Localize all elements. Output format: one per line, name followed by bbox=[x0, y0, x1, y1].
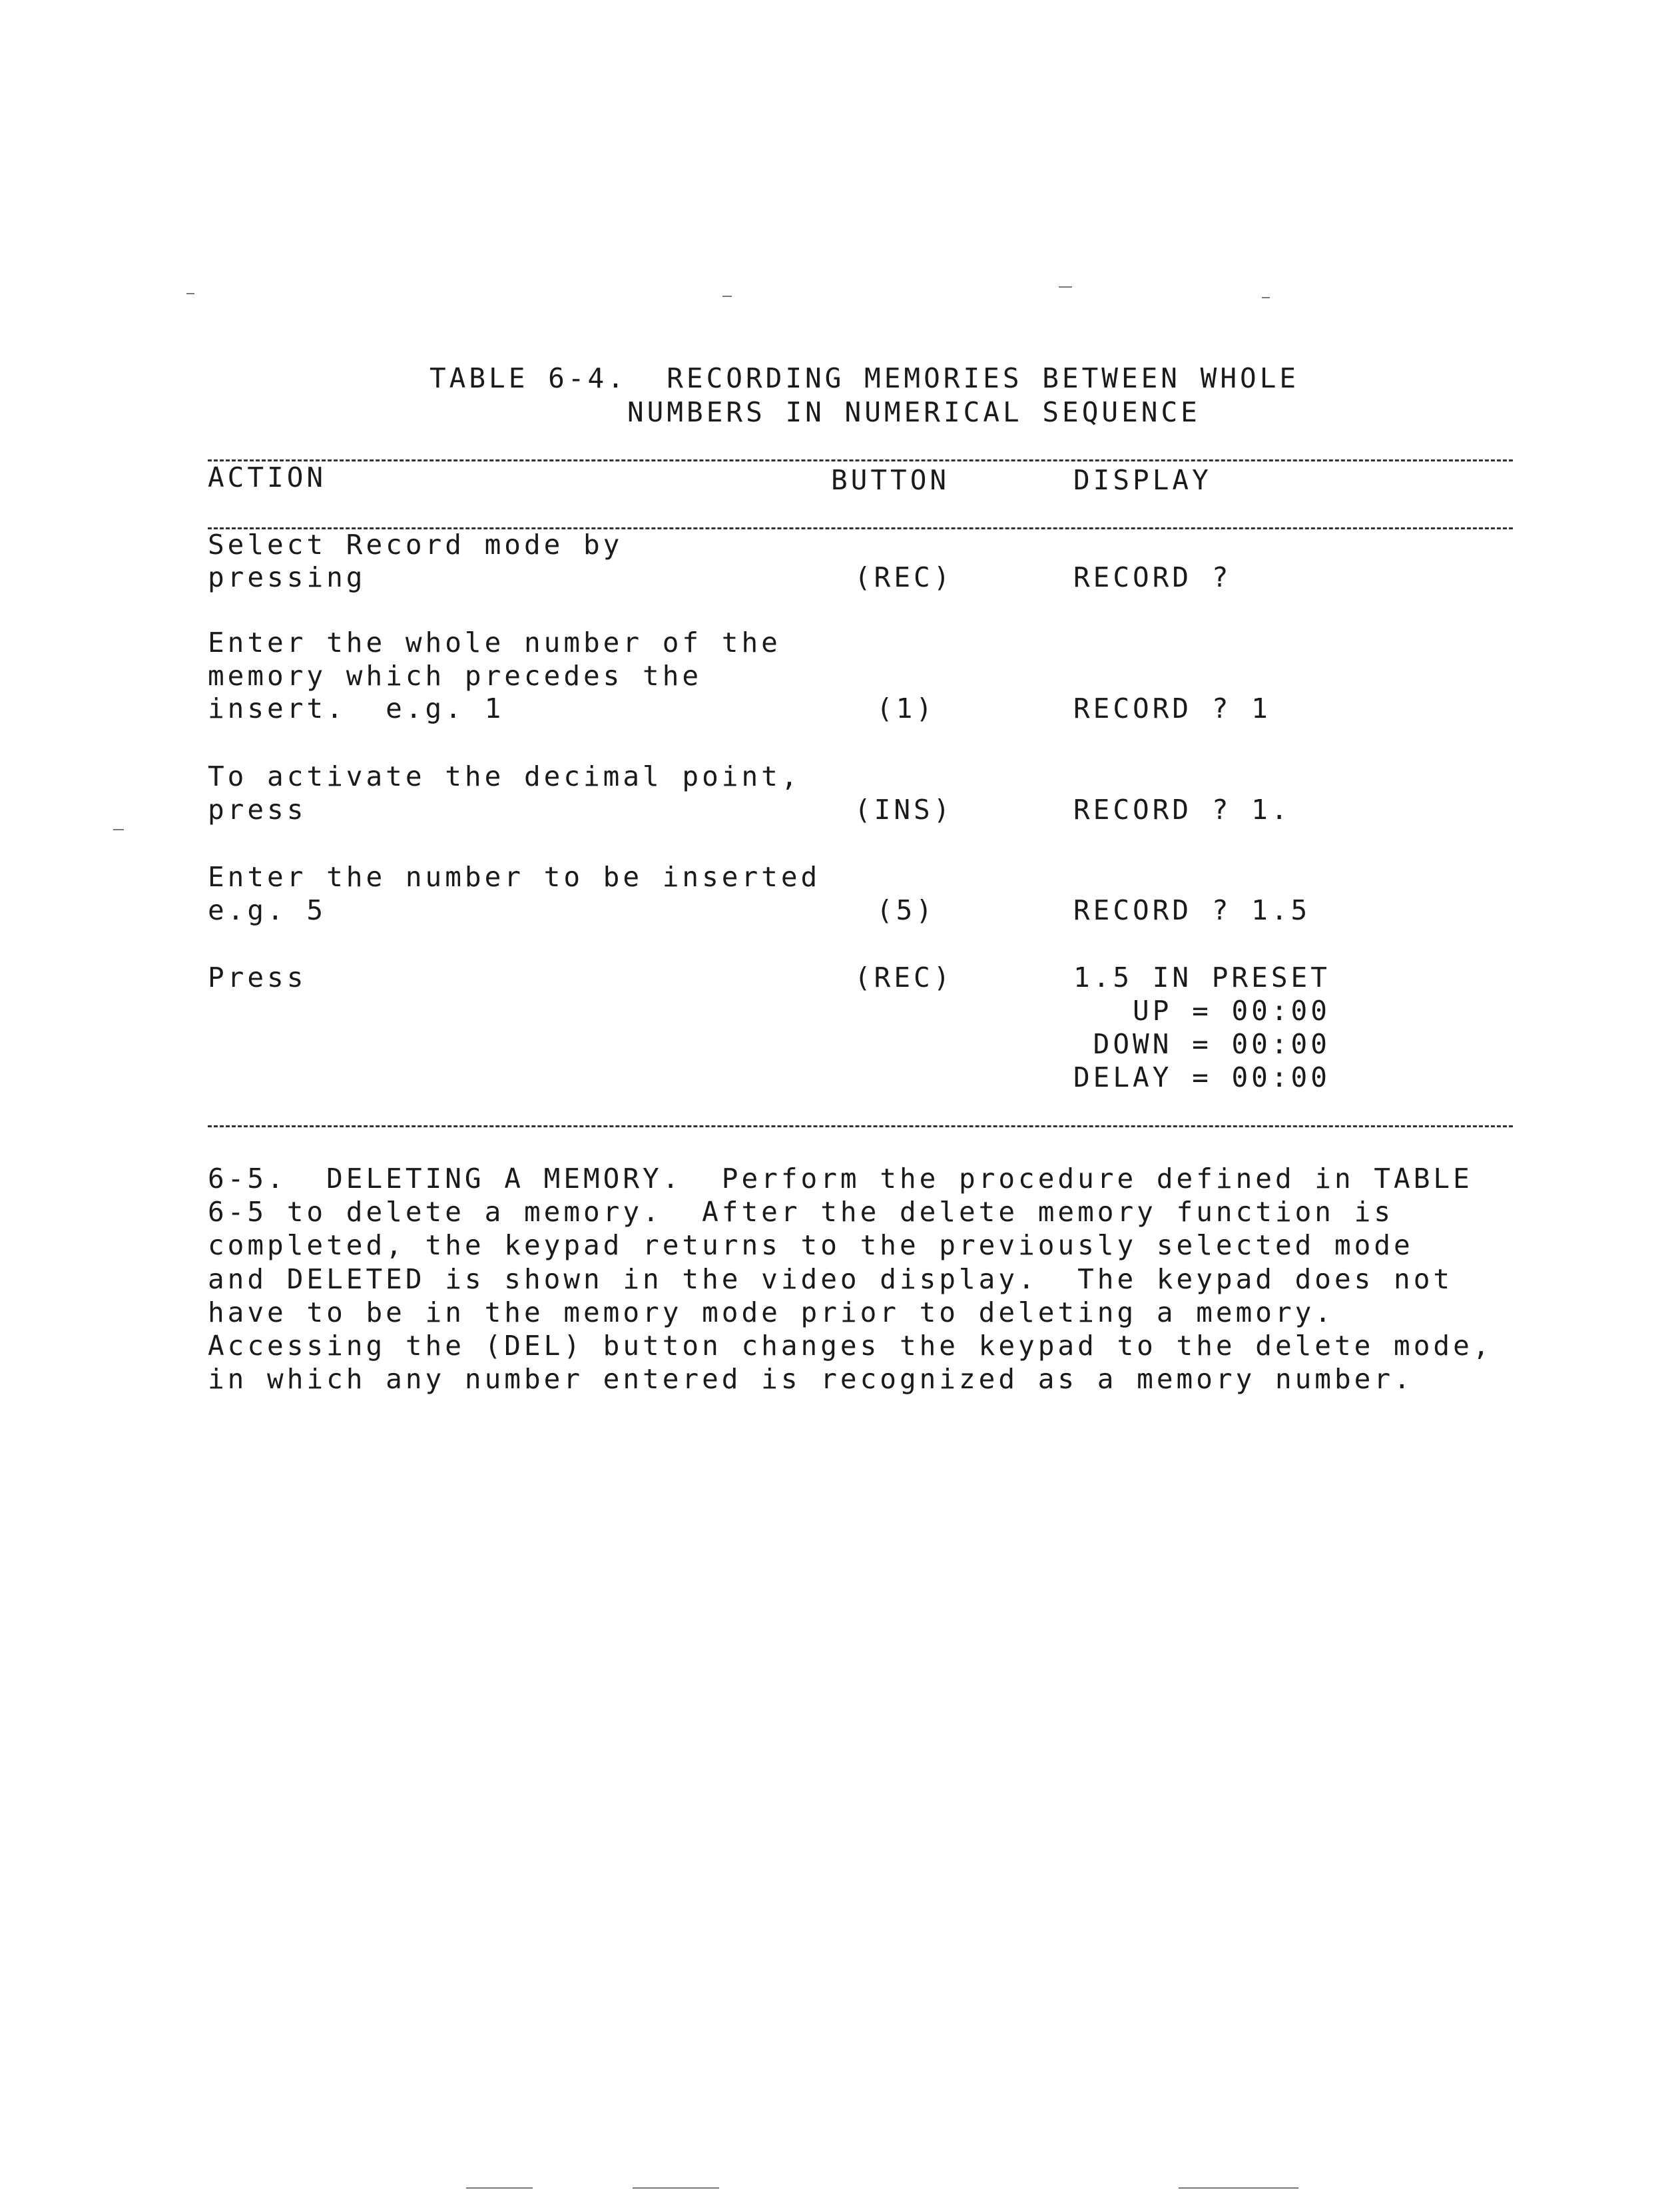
row2-action-line1: Enter the whole number of the bbox=[208, 627, 781, 659]
paragraph-line-3: completed, the keypad returns to the previously selected mode bbox=[208, 1229, 1414, 1261]
scan-speck bbox=[633, 2187, 719, 2189]
row3-action-line2: press bbox=[208, 794, 307, 826]
row2-action-line2: memory which precedes the bbox=[208, 660, 702, 692]
row4-action-line2: e.g. 5 bbox=[208, 894, 327, 926]
table-title-line-2: NUMBERS IN NUMERICAL SEQUENCE bbox=[627, 396, 1201, 428]
row2-button: (1) bbox=[876, 692, 936, 724]
paragraph-line-7: in which any number entered is recognized as a memory number. bbox=[208, 1363, 1414, 1395]
row5-display-line1: 1.5 IN PRESET bbox=[1073, 961, 1330, 993]
scan-speck bbox=[1179, 2187, 1298, 2189]
row5-display-line4: DELAY = 00:00 bbox=[1073, 1061, 1330, 1093]
row1-action-line2: pressing bbox=[208, 561, 366, 593]
scan-speck bbox=[1059, 286, 1072, 288]
paragraph-line-4: and DELETED is shown in the video display. The keypad does not bbox=[208, 1263, 1454, 1295]
scan-speck bbox=[1262, 297, 1270, 298]
row2-display: RECORD ? 1 bbox=[1073, 692, 1271, 724]
header-action: ACTION bbox=[208, 461, 327, 493]
header-button: BUTTON bbox=[831, 464, 950, 496]
table-bottom-rule bbox=[208, 1125, 1513, 1127]
scan-speck bbox=[113, 829, 124, 830]
header-display: DISPLAY bbox=[1073, 464, 1212, 496]
row1-action-line1: Select Record mode by bbox=[208, 529, 623, 561]
table-top-rule bbox=[208, 459, 1513, 461]
scan-speck bbox=[722, 296, 732, 297]
paragraph-line-2: 6-5 to delete a memory. After the delete memory function is bbox=[208, 1196, 1394, 1228]
row4-display: RECORD ? 1.5 bbox=[1073, 894, 1311, 926]
row5-action-line1: Press bbox=[208, 961, 307, 993]
row1-button: (REC) bbox=[854, 561, 954, 593]
row4-button: (5) bbox=[876, 894, 936, 926]
row5-button: (REC) bbox=[854, 961, 954, 993]
scan-speck bbox=[186, 293, 194, 294]
row3-display: RECORD ? 1. bbox=[1073, 794, 1291, 826]
row2-action-line3: insert. e.g. 1 bbox=[208, 692, 505, 724]
row3-button: (INS) bbox=[854, 794, 954, 826]
paragraph-line-6: Accessing the (DEL) button changes the keypad to the delete mode, bbox=[208, 1330, 1493, 1362]
paragraph-line-5: have to be in the memory mode prior to deleting a memory. bbox=[208, 1296, 1334, 1328]
row5-display-line2: UP = 00:00 bbox=[1073, 995, 1330, 1027]
scan-speck bbox=[466, 2187, 533, 2189]
row5-display-line3: DOWN = 00:00 bbox=[1073, 1028, 1330, 1060]
table-title-line-1: TABLE 6-4. RECORDING MEMORIES BETWEEN WHOLE bbox=[429, 362, 1300, 394]
row3-action-line1: To activate the decimal point, bbox=[208, 760, 801, 792]
row4-action-line1: Enter the number to be inserted bbox=[208, 861, 821, 893]
paragraph-line-1: 6-5. DELETING A MEMORY. Perform the procedure defined in TABLE bbox=[208, 1163, 1473, 1195]
row1-display: RECORD ? bbox=[1073, 561, 1232, 593]
